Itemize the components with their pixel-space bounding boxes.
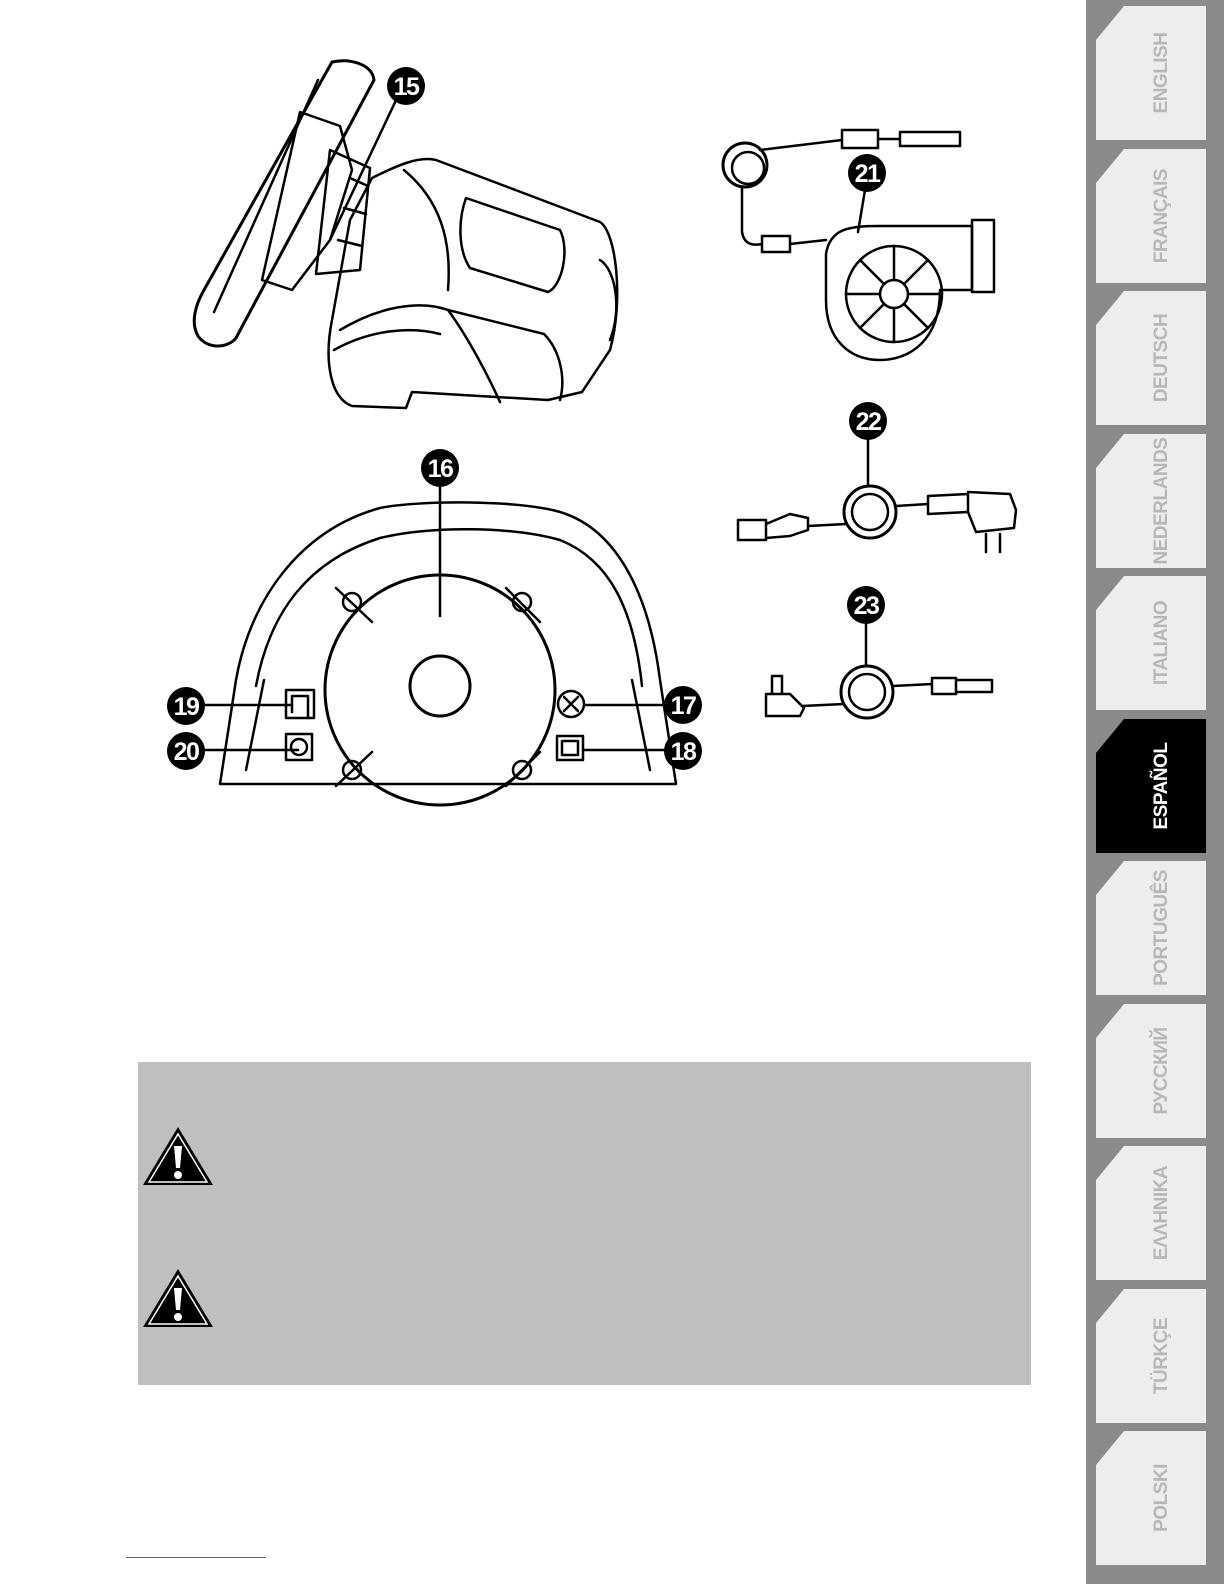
warning-triangle-icon <box>141 1266 215 1330</box>
svg-text:19: 19 <box>173 693 199 721</box>
svg-text:23: 23 <box>853 592 879 620</box>
tab-label: FRANÇAIS <box>1151 168 1172 263</box>
tab-label: NEDERLANDS <box>1151 437 1172 564</box>
callout-22 <box>849 402 887 440</box>
svg-text:17: 17 <box>670 692 696 720</box>
callout-21 <box>848 154 886 192</box>
language-tab-5[interactable] <box>1096 719 1206 853</box>
language-tab-6[interactable] <box>1096 861 1206 995</box>
tab-label: ENGLISH <box>1151 32 1172 114</box>
power-cable <box>738 486 1016 552</box>
language-tab-7[interactable] <box>1096 1004 1206 1138</box>
tab-label-wrap <box>1096 576 1206 710</box>
tab-label-wrap <box>1096 719 1206 853</box>
svg-text:20: 20 <box>173 738 199 766</box>
tab-label-wrap <box>1096 6 1206 140</box>
usb-cable <box>766 666 992 718</box>
language-tab-bar <box>1086 0 1224 1584</box>
callout-19 <box>167 687 205 725</box>
language-tab-1[interactable] <box>1096 149 1206 283</box>
tab-label: ΕΛΛΗΝΙΚΑ <box>1151 1165 1172 1261</box>
svg-text:18: 18 <box>670 738 696 766</box>
tab-label-wrap <box>1096 291 1206 425</box>
tab-label: ESPAÑOL <box>1151 742 1172 829</box>
svg-text:16: 16 <box>427 455 453 483</box>
tab-label: PORTUGUÊS <box>1151 870 1172 986</box>
tab-label-wrap <box>1096 1146 1206 1280</box>
callout-18 <box>664 732 702 770</box>
tab-label: ITALIANO <box>1151 600 1172 686</box>
svg-text:21: 21 <box>854 160 880 188</box>
callout-20 <box>167 732 205 770</box>
callout-16 <box>421 449 459 487</box>
tab-label: РУССКИЙ <box>1151 1026 1172 1115</box>
callout-17 <box>664 686 702 724</box>
svg-text:22: 22 <box>855 408 881 436</box>
product-diagram <box>0 0 1070 840</box>
language-tab-2[interactable] <box>1096 291 1206 425</box>
warning-box <box>138 1062 1031 1385</box>
warning-triangle-icon <box>141 1124 215 1188</box>
tab-label: TÜRKÇE <box>1151 1317 1172 1394</box>
callout-23 <box>847 586 885 624</box>
language-tab-3[interactable] <box>1096 434 1206 568</box>
tab-label-wrap <box>1096 149 1206 283</box>
language-tab-9[interactable] <box>1096 1289 1206 1423</box>
tab-label-wrap <box>1096 1004 1206 1138</box>
tab-label-wrap <box>1096 1431 1206 1565</box>
tab-label: POLSKI <box>1151 1464 1172 1532</box>
callout-15 <box>387 67 425 105</box>
language-tab-0[interactable] <box>1096 6 1206 140</box>
footer-rule <box>126 1557 266 1558</box>
tab-label-wrap <box>1096 861 1206 995</box>
language-tab-8[interactable] <box>1096 1146 1206 1280</box>
svg-text:15: 15 <box>393 73 419 101</box>
wheel-base-rear-view <box>220 502 676 805</box>
tab-label: DEUTSCH <box>1151 313 1172 403</box>
tab-label-wrap <box>1096 434 1206 568</box>
tab-label-wrap <box>1096 1289 1206 1423</box>
wheel-base-side-view <box>194 61 617 408</box>
language-tab-10[interactable] <box>1096 1431 1206 1565</box>
language-tab-4[interactable] <box>1096 576 1206 710</box>
